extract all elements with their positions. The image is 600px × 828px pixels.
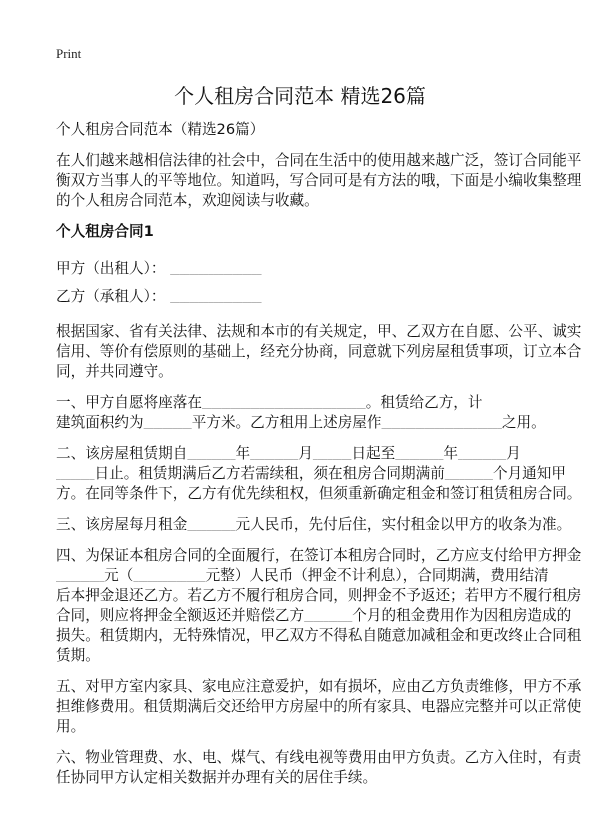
blank-field: __________ bbox=[458, 451, 507, 460]
blank-field: _________________________ bbox=[381, 420, 502, 429]
print-link[interactable]: Print bbox=[56, 46, 82, 61]
text-line bbox=[56, 444, 556, 464]
blank-field: ________ bbox=[312, 451, 352, 460]
blank-field: ________ bbox=[56, 471, 95, 480]
text-segment: 建筑面积约为 bbox=[56, 414, 144, 431]
text-segment: 在人们越来越相信法律的社会中，合同在生活中的使用越来越广泛，签订合同能平 bbox=[56, 152, 582, 169]
text-segment: 日起至 bbox=[351, 445, 396, 462]
blank-field: ___________________ bbox=[170, 266, 262, 275]
text-segment: 年 bbox=[443, 445, 459, 462]
text-line bbox=[56, 322, 582, 342]
blank-field: ___________________ bbox=[170, 294, 262, 303]
text-segment: 任协同甲方认定相关数据并办理有关的居住手续。 bbox=[56, 769, 378, 786]
text-line bbox=[56, 566, 556, 586]
clause-paragraph bbox=[56, 748, 582, 788]
text-segment: 年 bbox=[235, 445, 251, 462]
text-segment: 后本押金退还乙方。若乙方不履行租房合同，则押金不予返还；若甲方不履行租房 bbox=[56, 587, 582, 604]
text-line bbox=[56, 748, 582, 768]
blank-field: __________ bbox=[304, 613, 353, 622]
text-segment: 根据国家、省有关法律、法规和本市的有关规定，甲、乙双方在自愿、公平、诚实 bbox=[56, 323, 582, 340]
text-segment: 衡双方当事人的平等地位。知道吗，写合同可是有方法的哦，下面是小编收集整理 bbox=[56, 172, 582, 189]
text-line bbox=[56, 151, 582, 171]
text-line bbox=[56, 626, 582, 646]
text-line bbox=[56, 646, 556, 666]
text-segment: 用。 bbox=[56, 718, 86, 735]
clause-paragraph bbox=[56, 677, 582, 737]
text-line bbox=[56, 191, 556, 211]
clause-paragraph bbox=[56, 393, 556, 433]
text-segment: 月 bbox=[298, 445, 313, 462]
clause-paragraph bbox=[56, 546, 582, 666]
document-title: 个人租房合同范本 精选26篇 bbox=[174, 84, 426, 108]
text-line bbox=[56, 768, 556, 788]
blank-field: __________ bbox=[187, 451, 236, 460]
blank-field: __________ bbox=[187, 522, 236, 531]
text-line bbox=[56, 586, 582, 606]
text-segment: 元人民币，先付后住，实付租金以甲方的收条为准。 bbox=[235, 516, 572, 533]
party-b-field bbox=[56, 283, 556, 311]
text-segment: 六、物业管理费、水、电、煤气、有线电视等费用由甲方负责。乙方入住时，有责 bbox=[56, 749, 582, 766]
text-segment: 之用。 bbox=[501, 414, 546, 431]
text-segment: 月 bbox=[506, 445, 521, 462]
text-segment: 信用、等价有偿原则的基础上，经充分协商，同意就下列房屋租赁事项，订立本合 bbox=[56, 343, 582, 360]
blank-field: __________ bbox=[250, 451, 299, 460]
subtitle: 个人租房合同范本（精选26篇） bbox=[56, 121, 265, 138]
text-segment: 平方米。乙方租用上述房屋作 bbox=[191, 414, 382, 431]
text-line bbox=[56, 515, 572, 535]
blank-field: __________ bbox=[143, 420, 192, 429]
blank-field: _______________ bbox=[133, 573, 206, 582]
text-line bbox=[56, 342, 582, 362]
blank-field: __________________________________ bbox=[201, 400, 366, 409]
clause-paragraph bbox=[56, 322, 582, 382]
text-line bbox=[56, 464, 566, 484]
party-a-field bbox=[56, 255, 556, 283]
text-line bbox=[56, 697, 582, 717]
section-heading: 个人租房合同1 bbox=[56, 223, 154, 240]
text-segment: 。租赁给乙方，计 bbox=[365, 394, 483, 411]
intro-paragraph bbox=[56, 151, 582, 211]
text-segment: 担维修费用。租赁期满后交还给甲方房屋中的所有家具、电器应完整并可以正常使 bbox=[56, 698, 582, 715]
text-line bbox=[56, 413, 556, 433]
text-segment: 四、为保证本租房合同的全面履行，在签订本租房合同时，乙方应支付给甲方押金 bbox=[56, 547, 582, 564]
text-line bbox=[56, 362, 556, 382]
text-segment: 元（ bbox=[104, 567, 134, 584]
text-segment: 合同，则应将押金全额返还并赔偿乙方 bbox=[56, 607, 305, 624]
text-segment: 元整）人民币（押金不计利息），合同期满，费用结清 bbox=[205, 567, 549, 584]
text-line bbox=[56, 393, 556, 413]
clause-paragraph bbox=[56, 515, 572, 535]
text-segment: 二、该房屋租赁期自 bbox=[56, 445, 188, 462]
blank-field: __________ bbox=[56, 573, 105, 582]
text-line bbox=[56, 546, 582, 566]
text-segment: 日止。租赁期满后乙方若需续租，须在租房合同期满前 bbox=[94, 465, 445, 482]
document-body bbox=[56, 120, 582, 799]
text-segment: 甲方（出租人）： bbox=[56, 260, 171, 277]
text-segment: 个月通知甲 bbox=[492, 465, 566, 482]
text-segment: 乙方（承租人）： bbox=[56, 288, 171, 305]
text-segment: 损失。租赁期内，无特殊情况，甲乙双方不得私自随意加减租金和更改终止合同租 bbox=[56, 627, 582, 644]
text-segment: 个月的租金费用作为因租房造成的 bbox=[352, 607, 572, 624]
text-segment: 五、对甲方室内家具、家电应注意爱护，如有损坏，应由乙方负责维修，甲方不承 bbox=[56, 678, 582, 695]
text-line bbox=[56, 717, 556, 737]
text-segment: 方。在同等条件下，乙方有优先续租权，但须重新确定租金和签订租赁租房合同。 bbox=[56, 485, 582, 502]
blank-field: __________ bbox=[395, 451, 444, 460]
text-segment: 赁期。 bbox=[56, 647, 100, 664]
text-segment: 的个人租房合同范本，欢迎阅读与收藏。 bbox=[56, 192, 319, 209]
text-segment: 三、该房屋每月租金 bbox=[56, 516, 188, 533]
text-line bbox=[56, 677, 582, 697]
text-line bbox=[56, 484, 582, 504]
clause-paragraph bbox=[56, 444, 582, 504]
text-segment: 一、甲方自愿将座落在 bbox=[56, 394, 202, 411]
text-segment: 同，并共同遵守。 bbox=[56, 363, 173, 380]
text-line bbox=[56, 171, 582, 191]
blank-field: __________ bbox=[444, 471, 493, 480]
text-line bbox=[56, 606, 572, 626]
